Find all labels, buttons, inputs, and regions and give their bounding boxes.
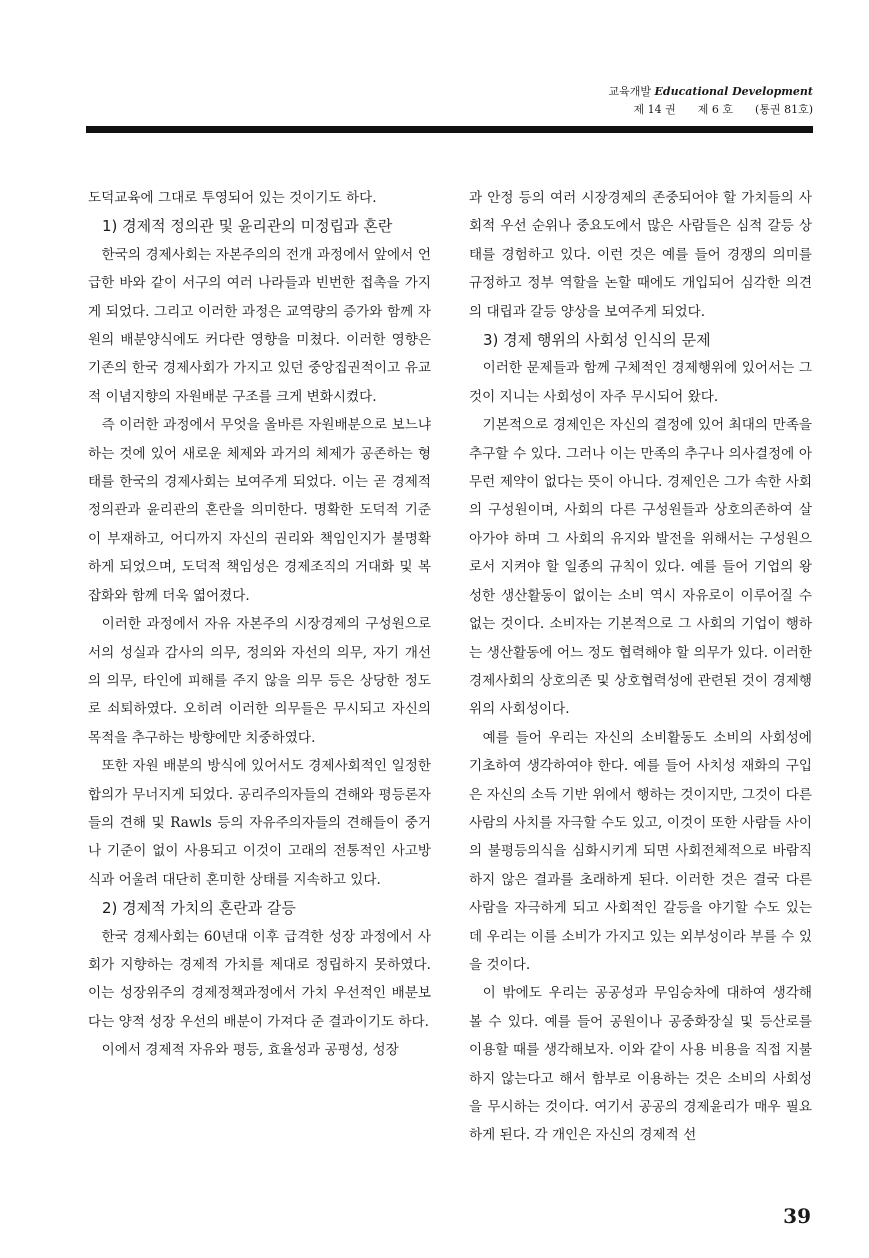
page-number: 39: [783, 1204, 811, 1228]
paragraph: 기본적으로 경제인은 자신의 결정에 있어 최대의 만족을 추구할 수 있다. 그러나 이는 만족의 추구나 의사결정에 아무런 제약이 없다는 뜻이 아니다. 경제인은 그가 속한 사회의 구성원이며, 사회의 다른 구성원들과 상호의존하여 살아가야 하며 그 사회의 유지와 발전을 위해서는 구성원으로서 지켜야 할 일종의 규칙이 있다. 예를 들어 기업의 왕성한 생산활동이 없이는 소비 역시 자유로이 이루어질 수 없는 것이다. 소비자는 기본적으로 그 사회의 기업이 행하는 생산활동에 어느 정도 협력해야 할 의무가 있다. 이러한 경제사회의 상호의존 및 상호협력성에 관련된 것이 경제행위의 사회성이다.: [469, 417, 812, 718]
running-header: [609, 84, 814, 118]
journal-title-en: Educational Development: [654, 85, 813, 98]
paragraph: 이러한 과정에서 자유 자본주의 시장경제의 구성원으로서의 성실과 감사의 의무, 정의와 자선의 의무, 자기 개선의 의무, 타인에 피해를 주지 않을 의무 등은 상당한 정도로 쇠퇴하였다. 오히려 이러한 의무들은 무시되고 자신의 목적을 추구하는 방향에만 치중하였다.: [88, 616, 431, 746]
journal-title-ko: 교육개발: [608, 85, 652, 98]
paragraph: 이러한 문제들과 함께 구체적인 경제행위에 있어서는 그것이 지니는 사회성이 자주 무시되어 왔다.: [469, 360, 812, 405]
volume-info: [609, 102, 814, 118]
volume-number: 제 14 권: [633, 103, 676, 116]
section-heading: 3) 경제 행위의 사회성 인식의 문제: [483, 331, 711, 350]
paragraph: 이에서 경제적 자유와 평등, 효율성과 공평성, 성장: [101, 1042, 399, 1059]
paragraph: 예를 들어 우리는 자신의 소비활동도 소비의 사회성에 기초하여 생각하여야 한다. 예를 들어 사치성 재화의 구입은 자신의 소득 기반 위에서 행하는 것이지만, 그것이 다른 사람의 사치를 자극할 수도 있고, 이것이 또한 사람들 사이의 불평등의식을 심화시키게 되면 사회전체적으로 바람직하지 않은 결과를 초래하게 된다. 이러한 것은 결국 다른 사람을 자극하게 되고 사회적인 갈등을 야기할 수도 있는데 우리는 이를 소비가 가지고 있는 외부성이라 부를 수 있을 것이다.: [469, 729, 812, 973]
paragraph: 도덕교육에 그대로 투영되어 있는 것이기도 하다.: [88, 190, 377, 206]
paragraph: 과 안정 등의 여러 시장경제의 존중되어야 할 가치들의 사회적 우선 순위나 중요도에서 많은 사람들은 심적 갈등 상태를 경험하고 있다. 이런 것은 예를 들어 경쟁의 의미를 규정하고 정부 역할을 논할 때에도 개입되어 심각한 의견의 대립과 갈등 양상을 보여주게 되었다.: [469, 190, 812, 320]
paragraph: 한국의 경제사회는 자본주의의 전개 과정에서 앞에서 언급한 바와 같이 서구의 여러 나라들과 빈번한 접촉을 가지게 되었다. 그리고 이러한 과정은 교역량의 증가와 함께 자원의 배분양식에도 커다란 영향을 미쳤다. 이러한 영향은 기존의 한국 경제사회가 가지고 있던 중앙집권적이고 유교적 이념지향의 자원배분 구조를 크게 변화시켰다.: [88, 246, 431, 405]
left-column: [88, 184, 431, 1065]
header-rule: [86, 126, 813, 133]
paragraph: 이 밖에도 우리는 공공성과 무임승차에 대하여 생각해 볼 수 있다. 예를 들어 공원이나 공중화장실 및 등산로를 이용할 때를 생각해보자. 이와 같이 사용 비용을 직접 지불하지 않는다고 해서 함부로 이용하는 것은 소비의 사회성을 무시하는 것이다. 여기서 공공의 경제윤리가 매우 필요하게 된다. 각 개인은 자신의 경제적 선: [469, 985, 812, 1144]
journal-title: [609, 84, 814, 100]
paragraph: 즉 이러한 과정에서 무엇을 올바른 자원배분으로 보느냐 하는 것에 있어 새로운 체제와 과거의 체제가 공존하는 형태를 한국의 경제사회는 보여주게 되었다. 이는 곧 경제적 정의관과 윤리관의 혼란을 의미한다. 명확한 도덕적 기준이 부재하고, 어디까지 자신의 권리와 책임인지가 불명확하게 되었으며, 도덕적 책임성은 경제조직의 거대화 및 복잡화와 함께 더욱 엷어졌다.: [88, 417, 431, 604]
right-column: [469, 184, 812, 1150]
paragraph: 한국 경제사회는 60년대 이후 급격한 성장 과정에서 사회가 지향하는 경제적 가치를 제대로 정립하지 못하였다. 이는 성장위주의 경제정책과정에서 가치 우선적인 배분보다는 양적 성장 우선의 배분이 가져다 준 결과이기도 하다.: [88, 928, 431, 1030]
total-issue: (통권 81호): [755, 103, 813, 116]
section-heading: 2) 경제적 가치의 혼란과 갈등: [102, 899, 296, 918]
paragraph: 또한 자원 배분의 방식에 있어서도 경제사회적인 일정한 합의가 무너지게 되었다. 공리주의자들의 견해와 평등론자들의 견해 및 Rawls 등의 자유주의자들의 견해들이 중거나 기준이 없이 사용되고 이것이 고래의 전통적인 사고방식과 어울려 대단히 혼미한 상태를 지속하고 있다.: [88, 758, 431, 888]
section-heading: 1) 경제적 정의관 및 윤리관의 미정립과 혼란: [102, 217, 393, 236]
issue-number: 제 6 호: [697, 103, 734, 116]
